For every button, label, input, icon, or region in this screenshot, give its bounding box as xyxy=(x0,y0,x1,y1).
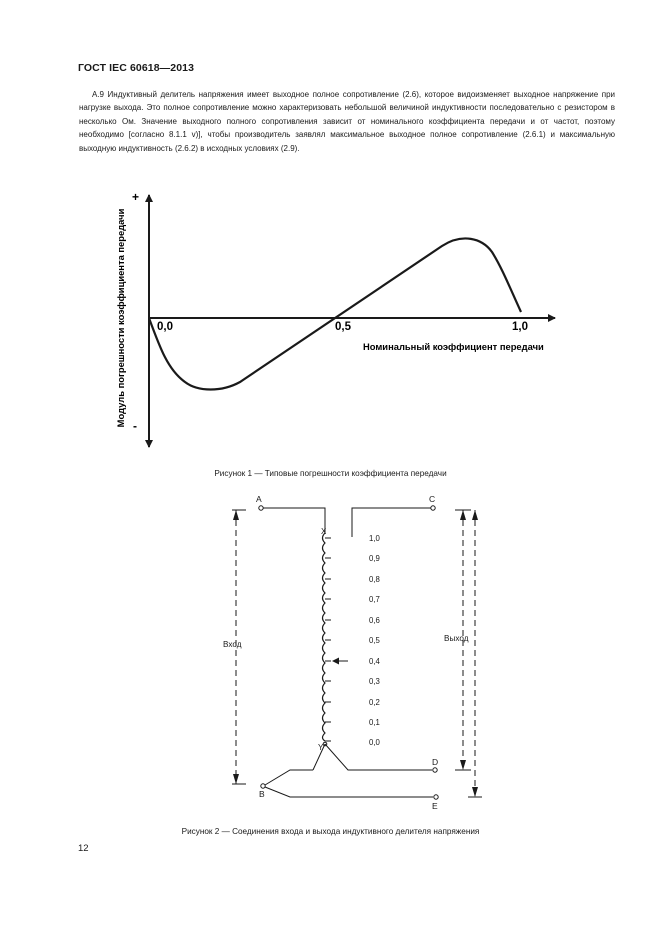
figure-2-caption: Рисунок 2 — Соединения входа и выхода индуктивного делителя напряжения xyxy=(181,827,480,836)
output-label: Выход xyxy=(444,634,469,643)
x-tick-label-2: 1,0 xyxy=(512,321,528,333)
y-plus-sign: + xyxy=(132,190,140,204)
terminal-c xyxy=(431,506,435,510)
terminal-e xyxy=(434,795,438,799)
error-curve xyxy=(149,238,521,389)
label-x: X xyxy=(321,527,327,536)
label-b: B xyxy=(259,789,265,799)
terminal-a xyxy=(259,506,263,510)
y-minus-sign: - xyxy=(133,419,137,433)
label-d: D xyxy=(432,757,439,767)
x-axis-label: Номинальный коэффициент передачи xyxy=(363,341,544,352)
label-e: E xyxy=(432,801,438,811)
figure-2-diagram xyxy=(0,490,661,820)
tap-label: 1,0 xyxy=(369,534,380,543)
paragraph-a9: А.9 Индуктивный делитель напряжения имеет выходное полное сопротивление (2.6), которое видоизменяет выходное напряжение при нагрузке выхода. Это полное сопротивление можно характеризовать небольшой величиной индуктивности последовательно с резистором в несколько Ом. Значение выходного полного сопротивления зависит от номинального коэффициента передачи и от частот, поэтому необходимо [согласно 8.1.1 v)], чтобы производитель заявлял максимальное выходное полное сопротивление (2.6.1) и максимальную выходную индуктивность (2.6.2) в исходных условиях (2.9). xyxy=(79,90,615,153)
tap-label: 0,1 xyxy=(369,718,380,727)
document-header: ГОСТ IEC 60618—2013 xyxy=(78,62,195,74)
tap-label: 0,0 xyxy=(369,738,380,747)
page-number: 12 xyxy=(78,843,89,854)
label-a: A xyxy=(256,494,262,504)
figure-1-caption: Рисунок 1 — Типовые погрешности коэффициента передачи xyxy=(214,469,447,478)
x-tick-label-1: 0,5 xyxy=(335,321,351,333)
tap-label: 0,7 xyxy=(369,595,380,604)
input-label: Вход xyxy=(223,640,242,649)
terminal-b xyxy=(261,784,265,788)
label-c: C xyxy=(429,494,436,504)
tap-label: 0,9 xyxy=(369,554,380,563)
tap-label: 0,5 xyxy=(369,636,380,645)
coil-winding xyxy=(323,533,326,741)
x-tick-label-0: 0,0 xyxy=(157,321,173,333)
y-axis-label: Модуль погрешности коэффициента передачи xyxy=(115,208,126,428)
terminal-d xyxy=(433,768,437,772)
label-y: Y xyxy=(318,743,324,752)
coil-taps xyxy=(325,538,331,741)
tap-label: 0,2 xyxy=(369,698,380,707)
tap-label: 0,8 xyxy=(369,575,380,584)
tap-label: 0,4 xyxy=(369,657,380,666)
tap-label: 0,3 xyxy=(369,677,380,686)
tap-label: 0,6 xyxy=(369,616,380,625)
